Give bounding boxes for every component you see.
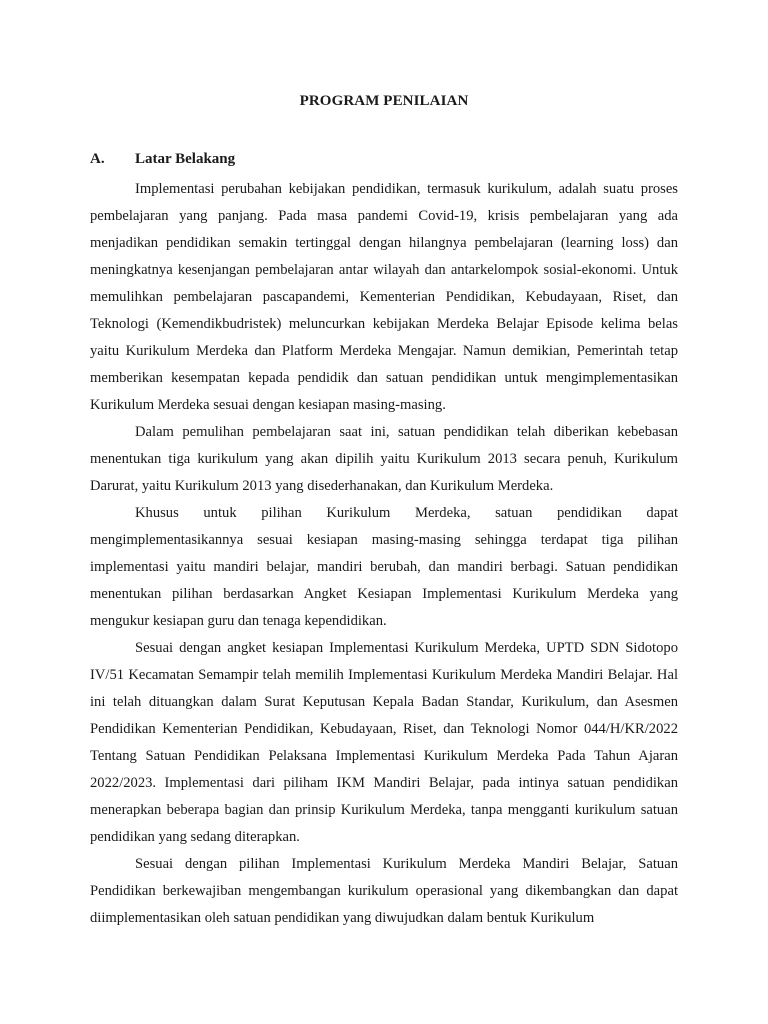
section-marker: A. xyxy=(90,151,105,167)
body-text xyxy=(90,149,678,932)
paragraph: Implementasi perubahan kebijakan pendidikan, termasuk kurikulum, adalah suatu proses pembelajaran yang panjang. Pada masa pandemi Covid-19, krisis pembelajaran yang ada menjadikan pendidikan semakin tertinggal dengan hilangnya pembelajaran (learning loss) dan meningkatnya kesenjangan pembelajaran antar wilayah dan antarkelompok sosial-ekonomi. Untuk memulihkan pembelajaran pascapandemi, Kementerian Pendidikan, Kebudayaan, Riset, dan Teknologi (Kemendikbudristek) meluncurkan kebijakan Merdeka Belajar Episode kelima belas yaitu Kurikulum Merdeka dan Platform Merdeka Mengajar. Namun demikian, Pemerintah tetap memberikan kesempatan kepada pendidik dan satuan pendidikan untuk mengimplementasikan Kurikulum Merdeka sesuai dengan kesiapan masing-masing. xyxy=(90,181,678,413)
paragraph: Sesuai dengan pilihan Implementasi Kurikulum Merdeka Mandiri Belajar, Satuan Pendidikan berkewajiban mengembangan kurikulum operasional yang dikembangkan dan dapat diimplementasikan oleh satuan pendidikan yang diwujudkan dalam bentuk Kurikulum xyxy=(90,856,678,926)
section-title: Latar Belakang xyxy=(135,151,236,167)
paragraph: Sesuai dengan angket kesiapan Implementasi Kurikulum Merdeka, UPTD SDN Sidotopo IV/51 Kecamatan Semampir telah memilih Implementasi Kurikulum Merdeka Mandiri Belajar. Hal ini telah dituangkan dalam Surat Keputusan Kepala Badan Standar, Kurikulum, dan Asesmen Pendidikan Kementerian Pendidikan, Kebudayaan, Riset, dan Teknologi Nomor 044/H/KR/2022 Tentang Satuan Pendidikan Pelaksana Implementasi Kurikulum Merdeka Pada Tahun Ajaran 2022/2023. Implementasi dari piliham IKM Mandiri Belajar, pada intinya satuan pendidikan menerapkan beberapa bagian dan prinsip Kurikulum Merdeka, tanpa mengganti kurikulum satuan pendidikan yang sedang diterapkan. xyxy=(90,640,678,845)
paragraph: Dalam pemulihan pembelajaran saat ini, satuan pendidikan telah diberikan kebebasan menentukan tiga kurikulum yang akan dipilih yaitu Kurikulum 2013 secara penuh, Kurikulum Darurat, yaitu Kurikulum 2013 yang disederhanakan, dan Kurikulum Merdeka. xyxy=(90,424,678,494)
paragraph: Khusus untuk pilihan Kurikulum Merdeka, satuan pendidikan dapat mengimplementasikannya sesuai kesiapan masing-masing sehingga terdapat tiga pilihan implementasi yaitu mandiri belajar, mandiri berubah, dan mandiri berbagi. Satuan pendidikan menentukan pilihan berdasarkan Angket Kesiapan Implementasi Kurikulum Merdeka yang mengukur kesiapan guru dan tenaga kependidikan. xyxy=(90,505,678,629)
document-title: PROGRAM PENILAIAN xyxy=(299,93,469,109)
